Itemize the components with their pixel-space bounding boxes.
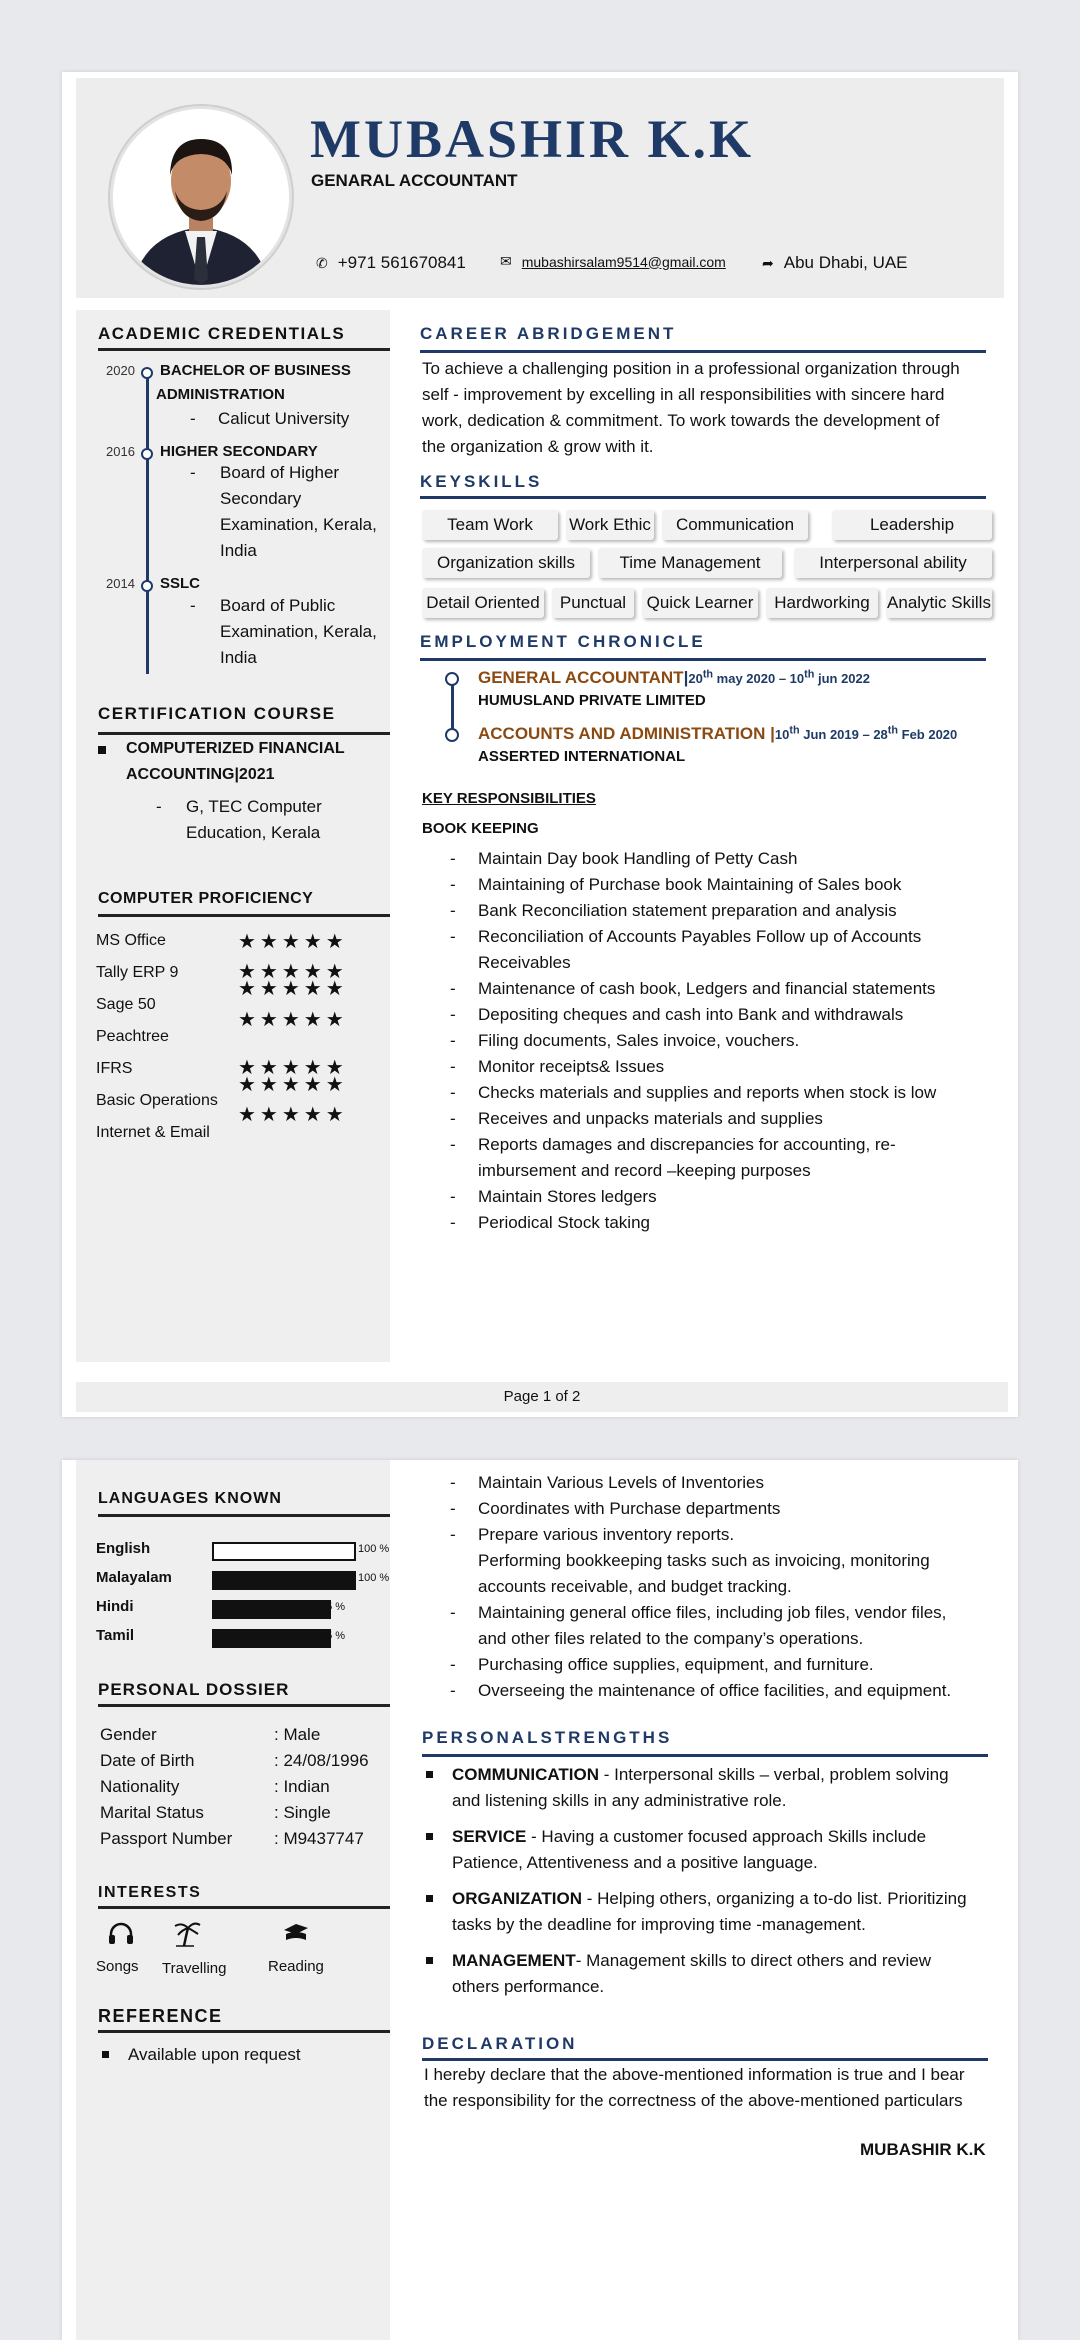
responsibility-item: - Maintaining of Purchase book Maintaining of Sales book — [450, 872, 990, 898]
page-number: Page 1 of 2 — [503, 1388, 581, 1405]
keyskills-title: KEYSKILLS — [420, 472, 543, 491]
institution-hse: - Board of Higher Secondary Examination, Kerala, India — [190, 463, 377, 560]
job-title: GENARAL ACCOUNTANT — [311, 171, 518, 190]
proficiency-title: COMPUTER PROFICIENCY — [98, 890, 314, 907]
strength-item: COMMUNICATION - Interpersonal skills – verbal, problem solving and listening skills in any administrative role. — [422, 1762, 998, 1814]
language-bar-fill — [214, 1573, 354, 1588]
skill-chip: Organization skills — [422, 548, 590, 578]
cert-institution: - G, TEC Computer Education, Kerala — [156, 797, 322, 842]
responsibility-item: - Depositing cheques and cash into Bank and withdrawals — [450, 1002, 990, 1028]
cert-name-1: COMPUTERIZED FINANCIAL — [126, 740, 345, 757]
responsibility-item: - Receives and unpacks materials and supplies — [450, 1106, 990, 1132]
degree-bba-1: BACHELOR OF BUSINESS — [160, 362, 351, 379]
institution-sslc: - Board of Public Examination, Kerala, India — [190, 596, 377, 667]
reference-rule — [98, 2030, 390, 2033]
skill-chip: Time Management — [598, 548, 782, 578]
reference-list — [98, 2042, 301, 2068]
skill-sage: Sage 50 — [96, 996, 156, 1013]
declaration-title: DECLARATION — [422, 2034, 578, 2053]
email-icon: ✉ — [500, 253, 512, 269]
degree-sslc: SSLC — [160, 575, 201, 592]
year-2020: 2020 — [106, 363, 135, 378]
job-1-company: HUMUSLAND PRIVATE LIMITED — [478, 692, 706, 709]
resume-page-2 — [62, 1460, 1018, 2340]
timeline-dot — [141, 580, 153, 592]
interests-title: INTERESTS — [98, 1884, 202, 1901]
interest-songs: Songs — [96, 1958, 139, 1975]
responsibility-item: - Overseeing the maintenance of office facilities, and equipment. — [450, 1678, 1010, 1704]
skill-chip: Work Ethic — [566, 510, 654, 540]
timeline-dot — [445, 672, 459, 686]
responsibility-item: - Maintain Day book Handling of Petty Cash — [450, 846, 990, 872]
language-pct: 85 % — [320, 1601, 346, 1613]
phone-icon: ✆ — [316, 254, 328, 271]
strengths-rule — [422, 1754, 988, 1757]
skill-chip: Communication — [662, 510, 808, 540]
rating-stars: ★★★★★ — [238, 1009, 348, 1031]
job-2-header: ACCOUNTS AND ADMINISTRATION |10th Jun 2019 – 28th Feb 2020 — [478, 724, 958, 743]
responsibilities-list — [450, 846, 990, 1236]
institution: - Calicut University — [190, 406, 349, 432]
year-2014: 2014 — [106, 576, 135, 591]
skill-tally: Tally ERP 9 — [96, 964, 179, 981]
candidate-name: MUBASHIR K.K — [310, 109, 755, 169]
timeline-dot — [445, 728, 459, 742]
declaration-text: I hereby declare that the above-mentioned information is true and I bear the responsibility for the correctness of the above-mentioned particulars — [424, 2065, 965, 2110]
rating-stars: ★★★★★ ★★★★★ — [238, 1057, 348, 1096]
skill-chip: Quick Learner — [642, 588, 758, 618]
career-title: CAREER ABRIDGEMENT — [420, 324, 677, 343]
skill-internet: Internet & Email — [96, 1124, 210, 1141]
left-sidebar — [76, 310, 390, 1362]
proficiency-rule — [98, 914, 390, 917]
personal-keys: Gender Date of Birth Nationality Marital Status Passport Number — [100, 1725, 233, 1848]
responsibility-item: - Reconciliation of Accounts Payables Follow up of Accounts Receivables — [450, 924, 990, 976]
degree-bba-2: ADMINISTRATION — [156, 386, 285, 403]
phone-number: +971 561670841 — [337, 253, 466, 272]
rating-stars: ★★★★★ — [238, 931, 348, 953]
language-pct: 100 % — [358, 1543, 390, 1555]
academic-timeline — [146, 368, 149, 674]
skill-chip: Analytic Skills — [886, 588, 992, 618]
language-bar-fill — [212, 1600, 331, 1619]
certification-title: CERTIFICATION COURSE — [98, 704, 336, 723]
academic-rule — [98, 348, 390, 351]
job-2-company: ASSERTED INTERNATIONAL — [478, 748, 686, 765]
email-contact[interactable] — [500, 253, 726, 270]
employment-rule — [420, 658, 986, 661]
degree-hse: HIGHER SECONDARY — [160, 443, 318, 460]
interests-rule — [98, 1906, 390, 1909]
palm-tree-icon — [172, 1918, 202, 1953]
interest-travelling: Travelling — [162, 1960, 227, 1977]
phone-contact — [316, 253, 466, 273]
rating-stars: ★★★★★ — [238, 1104, 348, 1126]
personal-rule — [98, 1704, 390, 1707]
declaration-rule — [422, 2058, 988, 2061]
responsibility-item: - Purchasing office supplies, equipment, and furniture. — [450, 1652, 1010, 1678]
language-hindi: Hindi — [96, 1598, 134, 1615]
cert-name-2: ACCOUNTING|2021 — [126, 766, 275, 783]
timeline-dot — [141, 367, 153, 379]
responsibility-item: - Maintenance of cash book, Ledgers and financial statements — [450, 976, 990, 1002]
year-2016: 2016 — [106, 444, 135, 459]
language-malayalam: Malayalam — [96, 1569, 172, 1586]
job-1-header: GENERAL ACCOUNTANT|20th may 2020 – 10th jun 2022 — [478, 668, 870, 687]
email-link[interactable]: mubashirsalam9514@gmail.com — [521, 253, 726, 270]
career-objective: To achieve a challenging position in a professional organization through self - improvement by excelling in all responsibilities with sincere hard work, dedication & commitment. To work towards the development of the organization & grow with it. — [422, 359, 960, 456]
header-band — [76, 78, 1004, 298]
skill-chip: Team Work — [422, 510, 558, 540]
responsibilities-list-continued — [450, 1470, 1010, 1704]
language-tamil: Tamil — [96, 1627, 135, 1644]
map-pin-icon: ➦ — [762, 254, 774, 271]
skill-basic-ops: Basic Operations — [96, 1092, 218, 1109]
skill-chip: Punctual — [552, 588, 634, 618]
academic-title: ACADEMIC CREDENTIALS — [98, 324, 346, 343]
bookkeeping-subtitle: BOOK KEEPING — [422, 820, 539, 837]
responsibilities-title: KEY RESPONSIBILITIES — [422, 790, 596, 807]
book-icon — [282, 1920, 310, 1951]
languages-title: LANGUAGES KNOWN — [98, 1490, 282, 1507]
institution-list-1 — [190, 406, 349, 432]
responsibility-item: - Checks materials and supplies and reports when stock is low — [450, 1080, 990, 1106]
profile-photo — [110, 106, 292, 288]
responsibility-item: - Coordinates with Purchase departments — [450, 1496, 1010, 1522]
rating-stars: ★★★★★ ★★★★★ — [238, 961, 348, 1000]
headphones-icon — [108, 1922, 134, 1953]
responsibility-item: - Monitor receipts& Issues — [450, 1054, 990, 1080]
interest-reading: Reading — [268, 1958, 324, 1975]
language-english: English — [96, 1540, 151, 1557]
bullet-square — [98, 746, 106, 754]
responsibility-item: - Filing documents, Sales invoice, vouchers. — [450, 1028, 990, 1054]
signature-name: MUBASHIR K.K — [860, 2140, 986, 2159]
responsibility-item: - Reports damages and discrepancies for accounting, re- imbursement and record –keeping purposes — [450, 1132, 990, 1184]
responsibility-item: - Periodical Stock taking — [450, 1210, 990, 1236]
career-rule — [420, 350, 986, 353]
page-footer — [76, 1382, 1008, 1412]
location-contact — [762, 253, 908, 273]
language-bar — [212, 1571, 356, 1590]
reference-item: Available upon request — [98, 2042, 301, 2068]
language-pct: 85 % — [320, 1630, 346, 1642]
resume-page-1 — [62, 72, 1018, 1417]
location-text: Abu Dhabi, UAE — [783, 253, 908, 272]
skill-ifrs: IFRS — [96, 1060, 133, 1077]
language-bar-fill — [212, 1629, 331, 1648]
skill-chip: Leadership — [832, 510, 992, 540]
personal-values: : Male : 24/08/1996 : Indian : Single : M9437747 — [274, 1725, 369, 1848]
keyskills-rule — [420, 496, 986, 499]
language-bar — [212, 1542, 356, 1561]
responsibility-item: - Maintain Various Levels of Inventories — [450, 1470, 1010, 1496]
language-pct: 100 % — [358, 1572, 390, 1584]
skill-peachtree: Peachtree — [96, 1028, 169, 1045]
skill-chip: Detail Oriented — [422, 588, 544, 618]
strengths-title: PERSONALSTRENGTHS — [422, 1728, 673, 1747]
responsibility-item: - Prepare various inventory reports. Performing bookkeeping tasks such as invoicing, monitoring accounts receivable, and budget tracking. — [450, 1522, 1010, 1600]
responsibility-item: - Bank Reconciliation statement preparation and analysis — [450, 898, 990, 924]
strength-item: ORGANIZATION - Helping others, organizing a to-do list. Prioritizing tasks by the deadline for improving time -management. — [422, 1886, 998, 1938]
reference-title: REFERENCE — [98, 2006, 223, 2026]
certification-rule — [98, 732, 390, 735]
personal-title: PERSONAL DOSSIER — [98, 1680, 290, 1699]
employment-title: EMPLOYMENT CHRONICLE — [420, 632, 706, 651]
timeline-dot — [141, 448, 153, 460]
responsibility-item: - Maintain Stores ledgers — [450, 1184, 990, 1210]
skill-chip: Interpersonal ability — [794, 548, 992, 578]
languages-rule — [98, 1514, 390, 1517]
skill-chip: Hardworking — [766, 588, 878, 618]
strength-item: MANAGEMENT- Management skills to direct others and review others performance. — [422, 1948, 998, 2000]
left-sidebar — [76, 1460, 390, 2340]
strength-item: SERVICE - Having a customer focused approach Skills include Patience, Attentiveness and a positive language. — [422, 1824, 998, 1876]
responsibility-item: - Maintaining general office files, including job files, vendor files, and other files related to the company’s operations. — [450, 1600, 1010, 1652]
skill-ms-office: MS Office — [96, 932, 166, 949]
language-bar-fill — [214, 1544, 354, 1559]
strengths-list — [422, 1762, 998, 2000]
